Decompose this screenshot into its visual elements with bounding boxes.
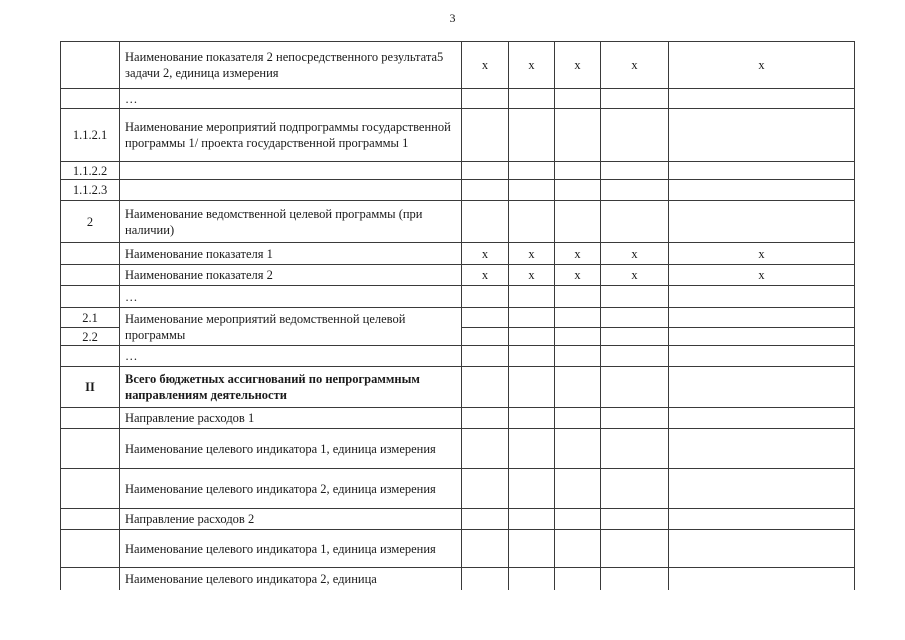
- row-number: [61, 509, 120, 530]
- table-cell: [509, 89, 555, 109]
- table-cell: [555, 408, 601, 429]
- table-row: [61, 89, 855, 109]
- table-row: [61, 265, 855, 286]
- table-cell: [601, 89, 669, 109]
- table-cell: [601, 109, 669, 162]
- page-number: 3: [449, 11, 456, 25]
- table-row: [61, 42, 855, 89]
- row-title: …: [120, 89, 462, 109]
- table-cell: x: [555, 265, 601, 286]
- table-cell: [601, 308, 669, 328]
- table-cell: [462, 469, 509, 509]
- row-number: 1.1.2.1: [61, 109, 120, 162]
- table-cell: [669, 328, 855, 346]
- row-number: [61, 265, 120, 286]
- table-cell: x: [669, 42, 855, 89]
- table-cell: [669, 408, 855, 429]
- table-cell: [601, 568, 669, 590]
- table-row: [61, 346, 855, 367]
- table-cell: [601, 346, 669, 367]
- table-cell: [462, 201, 509, 243]
- row-number: [61, 469, 120, 509]
- table-cell: x: [555, 42, 601, 89]
- table-cell: [555, 429, 601, 469]
- table-cell: [555, 469, 601, 509]
- table-cell: [669, 201, 855, 243]
- table-cell: [555, 367, 601, 408]
- table-cell: [509, 308, 555, 328]
- table-cell: [669, 89, 855, 109]
- table-cell: [669, 346, 855, 367]
- table-cell: [462, 286, 509, 308]
- table-cell: [555, 346, 601, 367]
- row-title: Наименование мероприятий ведомственной целевой программы: [120, 308, 462, 346]
- table-cell: [462, 346, 509, 367]
- row-title: [120, 162, 462, 180]
- table-cell: [509, 201, 555, 243]
- table-cell: [509, 530, 555, 568]
- table-cell: [601, 509, 669, 530]
- table-cell: [462, 408, 509, 429]
- table-cell: [669, 180, 855, 201]
- table-cell: [601, 328, 669, 346]
- table-row: [61, 308, 855, 328]
- table-cell: [509, 346, 555, 367]
- row-title: Наименование ведомственной целевой программы (при наличии): [120, 201, 462, 243]
- table-cell: [669, 469, 855, 509]
- table-cell: x: [509, 265, 555, 286]
- table-cell: [555, 201, 601, 243]
- table-row: [61, 286, 855, 308]
- table-cell: [669, 162, 855, 180]
- row-title: Направление расходов 1: [120, 408, 462, 429]
- table-cell: [555, 286, 601, 308]
- row-number: [61, 429, 120, 469]
- table-cell: [601, 162, 669, 180]
- table-cell: [555, 509, 601, 530]
- table-cell: [669, 530, 855, 568]
- table-cell: [669, 308, 855, 328]
- row-title: [120, 180, 462, 201]
- table-cell: [462, 509, 509, 530]
- table-row: [61, 509, 855, 530]
- row-number: [61, 408, 120, 429]
- table-cell: [462, 89, 509, 109]
- table-cell: [509, 509, 555, 530]
- table-cell: [555, 568, 601, 590]
- table-row: [61, 568, 855, 590]
- row-title: Наименование показателя 1: [120, 243, 462, 265]
- row-title: …: [120, 286, 462, 308]
- row-number: II: [61, 367, 120, 408]
- table-cell: [462, 328, 509, 346]
- row-number: 2.1: [61, 308, 120, 328]
- table-cell: [669, 429, 855, 469]
- table-row: [61, 180, 855, 201]
- row-title: Наименование мероприятий подпрограммы государственной программы 1/ проекта государственной программы 1: [120, 109, 462, 162]
- table-cell: [601, 180, 669, 201]
- table-cell: [509, 286, 555, 308]
- table-row: [61, 408, 855, 429]
- table-cell: [509, 469, 555, 509]
- table-cell: [555, 109, 601, 162]
- table-row: [61, 201, 855, 243]
- table-cell: [669, 109, 855, 162]
- table-cell: [669, 568, 855, 590]
- table-cell: [601, 286, 669, 308]
- table-cell: x: [601, 42, 669, 89]
- budget-table: [60, 41, 855, 590]
- table-cell: [601, 429, 669, 469]
- table-cell: [509, 328, 555, 346]
- table-cell: [509, 109, 555, 162]
- row-title: Наименование целевого индикатора 2, единица измерения: [120, 469, 462, 509]
- table-row: [61, 162, 855, 180]
- row-title: Наименование показателя 2: [120, 265, 462, 286]
- table-cell: [669, 509, 855, 530]
- table-cell: [669, 286, 855, 308]
- table-row: [61, 109, 855, 162]
- table-cell: x: [462, 243, 509, 265]
- table-cell: [509, 408, 555, 429]
- table-cell: x: [509, 243, 555, 265]
- table-cell: [601, 408, 669, 429]
- row-title: Наименование целевого индикатора 2, единица: [120, 568, 462, 590]
- table-row: [61, 429, 855, 469]
- table-cell: [601, 469, 669, 509]
- row-number: [61, 286, 120, 308]
- table-row: [61, 530, 855, 568]
- row-title: Наименование целевого индикатора 1, единица измерения: [120, 429, 462, 469]
- table-cell: [601, 367, 669, 408]
- table-cell: [555, 89, 601, 109]
- table-cell: [601, 201, 669, 243]
- row-number: 1.1.2.3: [61, 180, 120, 201]
- row-title: Наименование целевого индикатора 1, единица измерения: [120, 530, 462, 568]
- row-number: [61, 42, 120, 89]
- row-number: [61, 89, 120, 109]
- table-cell: x: [462, 265, 509, 286]
- table-cell: [555, 530, 601, 568]
- row-number: [61, 530, 120, 568]
- table-cell: [509, 162, 555, 180]
- table-cell: [601, 530, 669, 568]
- row-number: [61, 243, 120, 265]
- row-title: Направление расходов 2: [120, 509, 462, 530]
- table-cell: [509, 367, 555, 408]
- table-cell: [555, 162, 601, 180]
- table-row: [61, 367, 855, 408]
- row-title: …: [120, 346, 462, 367]
- table-cell: [669, 367, 855, 408]
- table-cell: [555, 328, 601, 346]
- table-row: [61, 243, 855, 265]
- table-cell: [555, 308, 601, 328]
- table-cell: [509, 180, 555, 201]
- table-cell: [462, 162, 509, 180]
- row-title: Всего бюджетных ассигнований по непрограммным направлениям деятельности: [120, 367, 462, 408]
- table-row: [61, 469, 855, 509]
- table-cell: x: [601, 265, 669, 286]
- table-cell: [462, 367, 509, 408]
- table-cell: [462, 429, 509, 469]
- table-cell: [462, 180, 509, 201]
- row-number: [61, 346, 120, 367]
- row-number: 2: [61, 201, 120, 243]
- table-cell: [555, 180, 601, 201]
- row-title: Наименование показателя 2 непосредственного результата5 задачи 2, единица измерения: [120, 42, 462, 89]
- table-cell: [462, 568, 509, 590]
- table-cell: x: [669, 243, 855, 265]
- table-cell: x: [555, 243, 601, 265]
- table-cell: [462, 530, 509, 568]
- table-cell: [462, 308, 509, 328]
- table-cell: [509, 429, 555, 469]
- table-cell: x: [462, 42, 509, 89]
- table-cell: [509, 568, 555, 590]
- table-cell: [462, 109, 509, 162]
- row-number: 1.1.2.2: [61, 162, 120, 180]
- row-number: [61, 568, 120, 590]
- table-cell: x: [509, 42, 555, 89]
- row-number: 2.2: [61, 328, 120, 346]
- table-cell: x: [669, 265, 855, 286]
- table-cell: x: [601, 243, 669, 265]
